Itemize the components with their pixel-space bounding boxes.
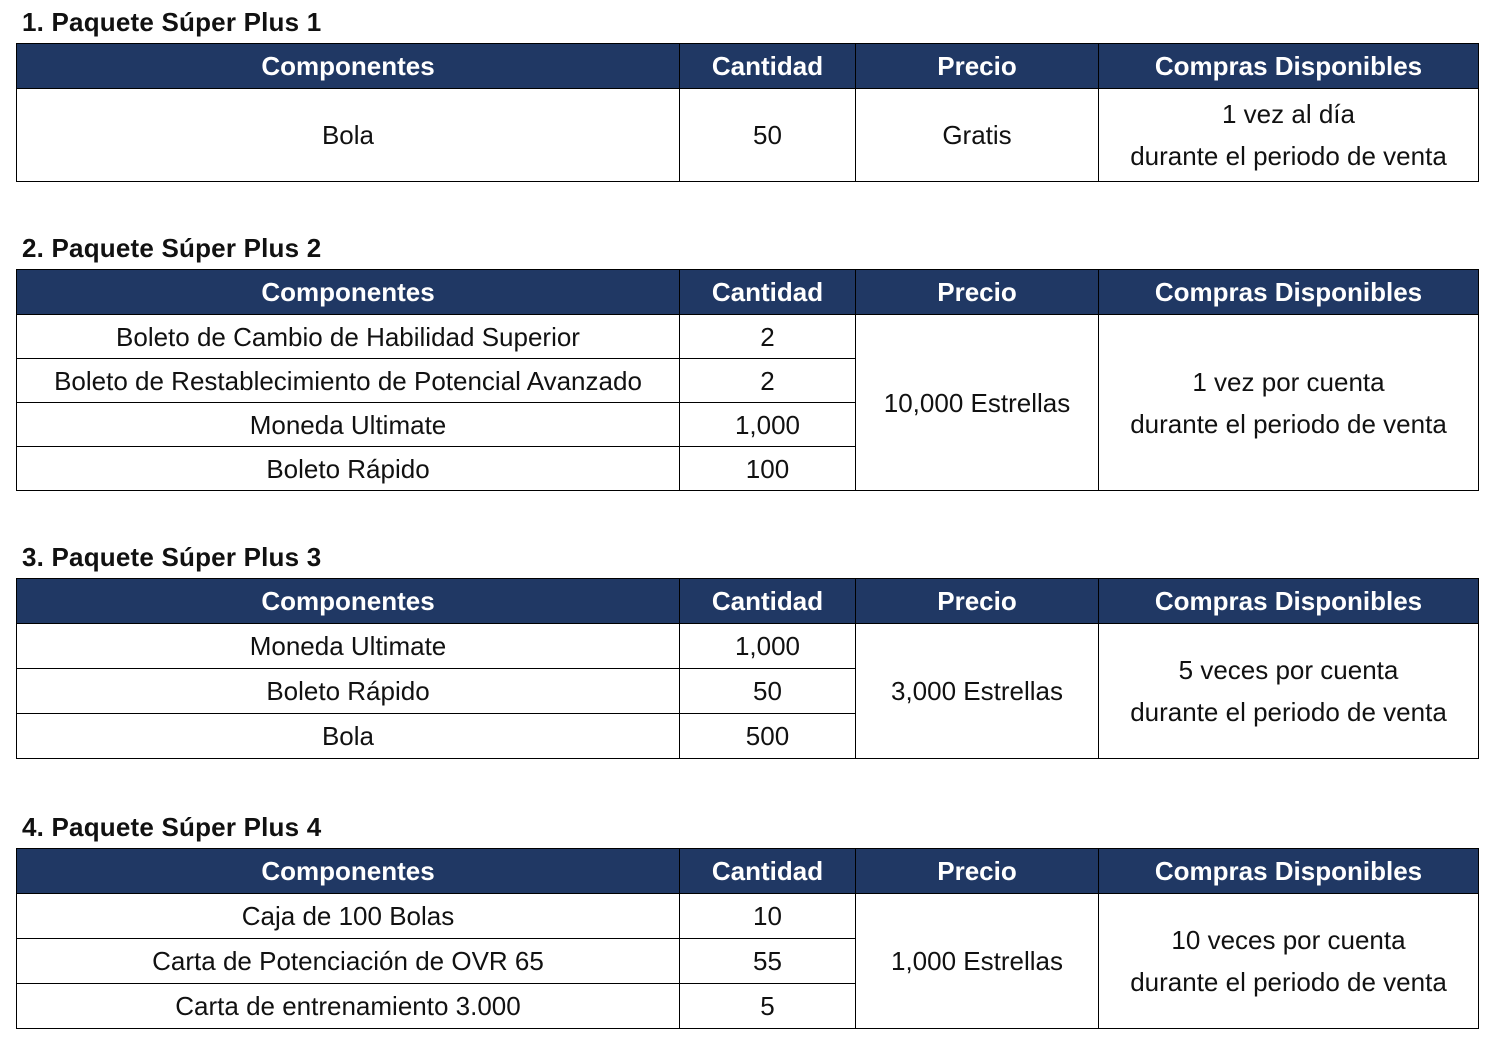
availability-line-1: 1 vez por cuenta xyxy=(1192,366,1385,397)
item-quantity: 2 xyxy=(680,359,856,403)
header-price: Precio xyxy=(856,849,1099,894)
header-quantity: Cantidad xyxy=(680,270,856,315)
package-price: 3,000 Estrellas xyxy=(856,624,1099,759)
item-name: Moneda Ultimate xyxy=(17,624,680,669)
package-price: 10,000 Estrellas xyxy=(856,315,1099,491)
package-title: 4. Paquete Súper Plus 4 xyxy=(22,812,322,842)
package-price: 1,000 Estrellas xyxy=(856,894,1099,1029)
item-name: Moneda Ultimate xyxy=(17,403,680,447)
header-availability: Compras Disponibles xyxy=(1099,44,1479,89)
item-quantity: 10 xyxy=(680,894,856,939)
header-row xyxy=(17,270,1479,315)
package-table xyxy=(16,578,1479,759)
availability-line-1: 1 vez al día xyxy=(1222,99,1355,129)
header-row xyxy=(17,849,1479,894)
package-price: Gratis xyxy=(856,89,1099,182)
availability-line-2: durante el periodo de venta xyxy=(1130,141,1447,171)
header-quantity: Cantidad xyxy=(680,44,856,89)
availability-line-2: durante el periodo de venta xyxy=(1130,697,1447,727)
item-quantity: 50 xyxy=(680,89,856,182)
package-title: 1. Paquete Súper Plus 1 xyxy=(22,7,322,37)
item-quantity: 1,000 xyxy=(680,624,856,669)
item-name: Boleto de Cambio de Habilidad Superior xyxy=(17,315,680,359)
table-row xyxy=(17,894,1479,939)
header-price: Precio xyxy=(856,44,1099,89)
item-quantity: 55 xyxy=(680,939,856,984)
header-components: Componentes xyxy=(17,270,680,315)
item-name: Caja de 100 Bolas xyxy=(17,894,680,939)
item-name: Boleto Rápido xyxy=(17,669,680,714)
header-price: Precio xyxy=(856,579,1099,624)
availability-line-2: durante el periodo de venta xyxy=(1130,408,1447,439)
package-title: 2. Paquete Súper Plus 2 xyxy=(22,233,322,263)
item-quantity: 500 xyxy=(680,714,856,759)
header-components: Componentes xyxy=(17,44,680,89)
header-quantity: Cantidad xyxy=(680,849,856,894)
header-availability: Compras Disponibles xyxy=(1099,849,1479,894)
package-table xyxy=(16,43,1479,182)
header-row xyxy=(17,579,1479,624)
package-table xyxy=(16,848,1479,1029)
item-quantity: 100 xyxy=(680,447,856,491)
header-availability: Compras Disponibles xyxy=(1099,579,1479,624)
header-quantity: Cantidad xyxy=(680,579,856,624)
availability-line-1: 10 veces por cuenta xyxy=(1171,925,1406,955)
item-name: Carta de Potenciación de OVR 65 xyxy=(17,939,680,984)
package-title: 3. Paquete Súper Plus 3 xyxy=(22,542,322,572)
header-availability: Compras Disponibles xyxy=(1099,270,1479,315)
item-quantity: 1,000 xyxy=(680,403,856,447)
item-quantity: 5 xyxy=(680,984,856,1029)
package-availability xyxy=(1099,89,1479,182)
header-components: Componentes xyxy=(17,849,680,894)
item-quantity: 50 xyxy=(680,669,856,714)
item-name: Bola xyxy=(17,89,680,182)
package-table xyxy=(16,269,1479,491)
availability-line-2: durante el periodo de venta xyxy=(1130,967,1447,997)
item-name: Boleto Rápido xyxy=(17,447,680,491)
table-row xyxy=(17,624,1479,669)
item-name: Carta de entrenamiento 3.000 xyxy=(17,984,680,1029)
table-row xyxy=(17,89,1479,182)
package-availability xyxy=(1099,894,1479,1029)
package-availability xyxy=(1099,315,1479,491)
header-price: Precio xyxy=(856,270,1099,315)
table-row xyxy=(17,315,1479,359)
availability-line-1: 5 veces por cuenta xyxy=(1178,655,1399,685)
header-components: Componentes xyxy=(17,579,680,624)
item-name: Boleto de Restablecimiento de Potencial Avanzado xyxy=(17,359,680,403)
item-quantity: 2 xyxy=(680,315,856,359)
package-availability xyxy=(1099,624,1479,759)
header-row xyxy=(17,44,1479,89)
item-name: Bola xyxy=(17,714,680,759)
